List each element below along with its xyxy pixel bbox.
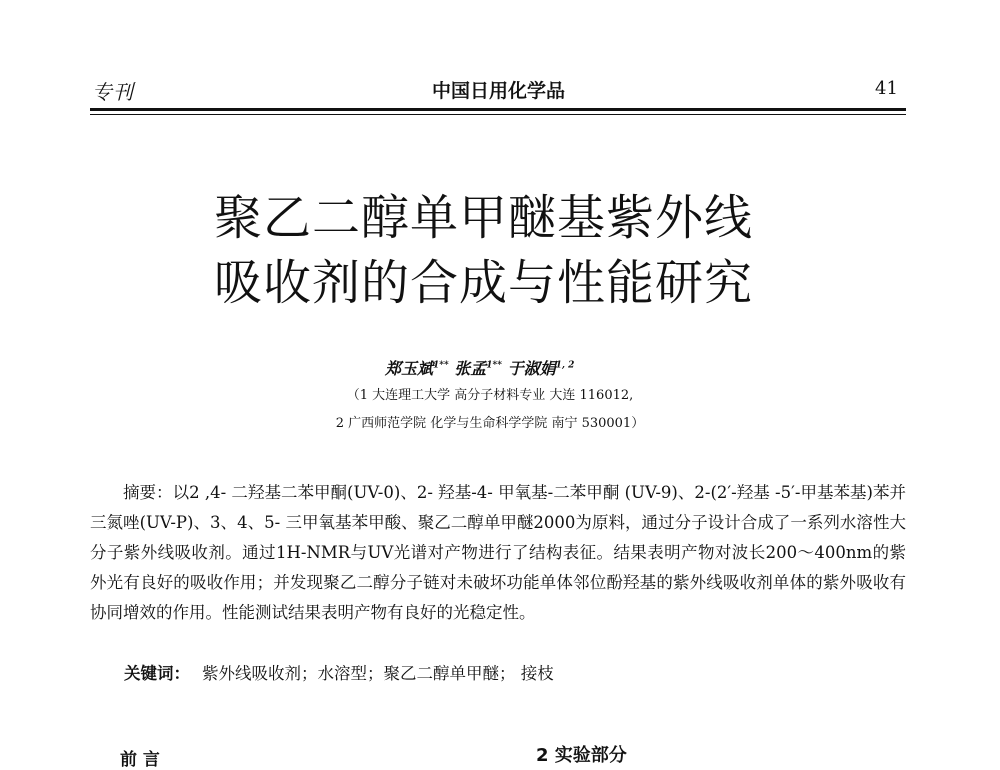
keywords-text: 紫外线吸收剂；水溶型；聚乙二醇单甲醚； 接枝: [202, 664, 554, 683]
header-rule-thin: [90, 114, 906, 115]
keywords-label: 关键词：: [124, 664, 190, 683]
header-rule-thick: [90, 108, 906, 111]
author-name: 张孟: [454, 359, 487, 378]
abstract-paragraph: [90, 478, 906, 628]
author-name: 于淑娟: [507, 359, 556, 378]
affiliation-line-1: （1 大连理工大学 高分子材料专业 大连 116012,: [346, 388, 634, 403]
abstract-label: 摘要：: [123, 483, 173, 502]
title-line-2: 吸收剂的合成与性能研究: [214, 255, 754, 311]
section-heading-experimental: 2 实验部分: [536, 745, 627, 766]
author-mark: 1, 2: [555, 360, 575, 371]
keywords-line: [124, 660, 554, 684]
author-mark: 1**: [486, 360, 502, 371]
page-number: 41: [875, 78, 898, 99]
journal-name: 中国日用化学品: [432, 80, 566, 102]
journal-section-label: 专刊: [92, 80, 134, 104]
title-line-1: 聚乙二醇单甲醚基紫外线: [214, 190, 754, 246]
section-heading-preface: 前 言: [120, 750, 160, 770]
abstract-text: 以2 ,4- 二羟基二苯甲酮(UV-0)、2- 羟基-4- 甲氧基-二苯甲酮 (UV-9)、2-(2′-羟基 -5′-甲基苯基)苯并三氮唑(UV-P)、3、4、5- 三甲氧基苯甲酸、聚乙二醇单甲醚2000为原料，通过分子设计合成了一系列水溶性大分子紫外线吸收剂。通过1H-NMR与UV光谱对产物进行了结构表征。结果表明产物对波长200～400nm的紫外光有良好的吸收作用；并发现聚乙二醇分子链对未破坏功能单体邻位酚羟基的紫外线吸收剂单体的紫外吸收有协同增效的作用。性能测试结果表明产物有良好的光稳定性。: [90, 483, 906, 622]
paper-title: [214, 186, 814, 316]
author-list: [385, 356, 574, 379]
author-name: 郑玉斌: [385, 359, 434, 378]
author-mark: 1**: [433, 360, 449, 371]
affiliation-line-2: 2 广西师范学院 化学与生命科学学院 南宁 530001）: [335, 416, 645, 431]
